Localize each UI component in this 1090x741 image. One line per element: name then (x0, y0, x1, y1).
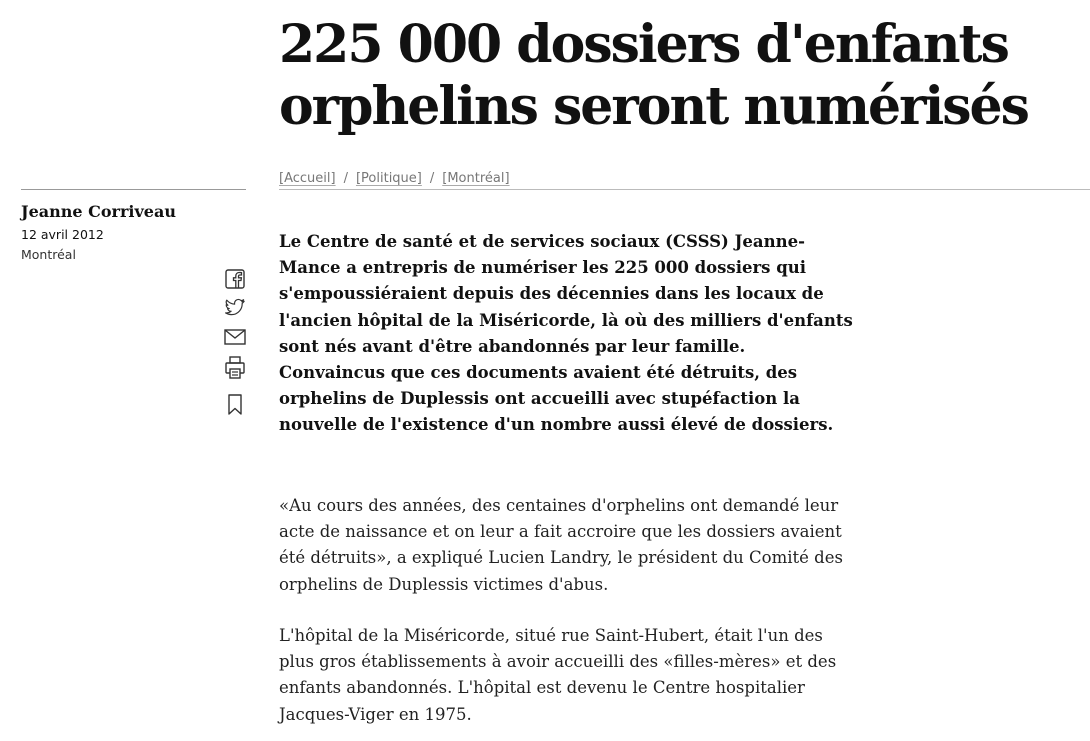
breadcrumb-accueil[interactable]: [Accueil] (279, 171, 336, 186)
article-lede: Le Centre de santé et de services sociaux (CSSS) Jeanne-Mance a entrepris de numériser les 225 000 dossiers qui s'empoussiéraient depuis des décennies dans les locaux de l'ancien hôpital de la Miséricorde, là où des milliers d'enfants sont nés avant d'être abandonnés par leur famille. Convaincus que ces documents avaient été détruits, des orphelins de Duplessis ont accueilli avec stupéfaction la nouvelle de l'existence d'un nombre aussi élevé de dossiers. (279, 232, 853, 435)
author-link[interactable]: Jeanne Corriveau (21, 202, 176, 221)
byline (21, 201, 246, 263)
share-toolbar (222, 268, 248, 416)
article-paragraph: «Au cours des années, des centaines d'orphelins ont demandé leur acte de naissance et on leur a fait accroire que les dossiers avaient été détruits», a expliqué Lucien Landry, le président du Comité des orphelins de Duplessis victimes d'abus. (279, 496, 843, 594)
breadcrumb-montreal[interactable]: [Montréal] (442, 171, 510, 186)
breadcrumb-divider (279, 189, 1090, 190)
breadcrumb-separator: / (429, 171, 435, 186)
email-icon (224, 329, 246, 345)
print-icon (225, 356, 245, 380)
article-title: 225 000 dossiers d'enfants orphelins seront numérisés (279, 14, 1028, 137)
email-share-button[interactable] (222, 329, 248, 347)
twitter-share-button[interactable] (222, 298, 248, 320)
article-paragraph: L'hôpital de la Miséricorde, situé rue Saint-Hubert, était l'un des plus gros établissements à avoir accueilli des «filles-mères» et des enfants abandonnés. L'hôpital est devenu le Centre hospitalier Jacques-Viger en 1975. (279, 626, 837, 724)
print-button[interactable] (222, 356, 248, 380)
breadcrumb (279, 171, 510, 186)
bookmark-icon (227, 394, 243, 416)
bookmark-button[interactable] (222, 394, 248, 416)
byline-divider (21, 189, 246, 190)
facebook-share-button[interactable] (222, 268, 248, 290)
breadcrumb-separator: / (343, 171, 348, 186)
location-link[interactable]: Montréal (21, 247, 76, 262)
facebook-icon (224, 268, 246, 290)
publish-date: 12 avril 2012 (21, 227, 104, 242)
breadcrumb-politique[interactable]: [Politique] (355, 171, 422, 186)
twitter-icon (224, 298, 246, 318)
